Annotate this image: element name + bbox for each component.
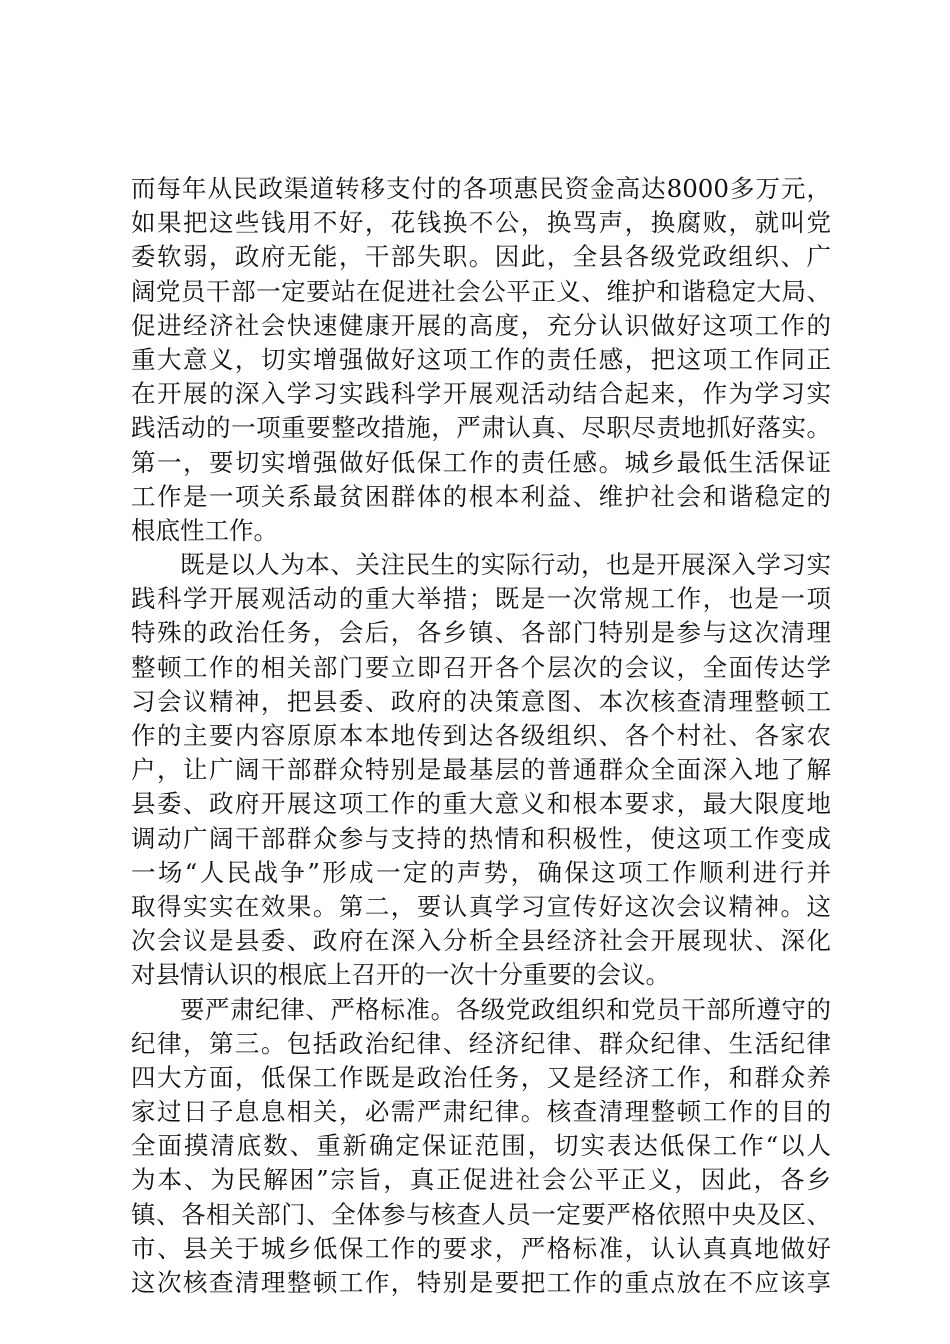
text-line: 为本、为民解困”宗旨，真正促进社会公平正义，因此，各乡 [131, 1165, 831, 1195]
text-line: 全面摸清底数、重新确定保证范围，切实表达低保工作“以人 [131, 1131, 831, 1161]
text-line: 这次核查清理整顿工作，特别是要把工作的重点放在不应该享 [131, 1268, 831, 1297]
text-line: 镇、各相关部门、全体参与核查人员一定要严格依照中央及区、 [131, 1199, 831, 1229]
paragraph-start-line: 既是以人为本、关注民生的实际行动，也是开展深入学习实 [180, 550, 831, 580]
text-line: 市、县关于城乡低保工作的要求，严格标准，认认真真地做好 [131, 1233, 831, 1263]
text-line: 而每年从民政渠道转移支付的各项惠民资金高达8000多万元， [131, 174, 831, 203]
text-line: 委软弱，政府无能，干部失职。因此，全县各级党政组织、广 [131, 242, 831, 272]
text-line: 重大意义，切实增强做好这项工作的责任感，把这项工作同正 [131, 344, 831, 374]
paragraph-start-line: 要严肃纪律、严格标准。各级党政组织和党员干部所遵守的 [180, 994, 831, 1024]
text-line: 践活动的一项重要整改措施，严肃认真、尽职尽责地抓好落实。 [131, 413, 831, 443]
text-line: 四大方面，低保工作既是政治任务，又是经济工作，和群众养 [131, 1062, 831, 1092]
text-line: 取得实实在效果。第二，要认真学习宣传好这次会议精神。这 [131, 891, 831, 921]
text-line: 家过日子息息相关，必需严肃纪律。核查清理整顿工作的目的 [131, 1097, 831, 1127]
body-text [131, 172, 831, 1300]
text-line: 阔党员干部一定要站在促进社会公平正义、维护和谐稳定大局、 [131, 276, 831, 306]
text-line: 在开展的深入学习实践科学开展观活动结合起来，作为学习实 [131, 379, 831, 409]
text-line: 如果把这些钱用不好，花钱换不公，换骂声，换腐败，就叫党 [131, 208, 831, 238]
paragraph-end-line: 对县情认识的根底上召开的一次十分重要的会议。 [131, 960, 670, 990]
text-line: 工作是一项关系最贫困群体的根本利益、维护社会和谐稳定的 [131, 481, 831, 511]
text-line: 次会议是县委、政府在深入分析全县经济社会开展现状、深化 [131, 926, 831, 956]
paragraph-end-line: 根底性工作。 [131, 515, 278, 545]
text-line: 促进经济社会快速健康开展的高度，充分认识做好这项工作的 [131, 310, 831, 340]
text-line: 作的主要内容原原本本地传到达各级组织、各个村社、各家农 [131, 721, 831, 750]
text-line: 践科学开展观活动的重大举措；既是一次常规工作，也是一项 [131, 584, 831, 614]
text-line: 户，让广阔干部群众特别是最基层的普通群众全面深入地了解 [131, 755, 831, 785]
text-line: 纪律，第三。包括政治纪律、经济纪律、群众纪律、生活纪律 [131, 1028, 831, 1058]
text-line: 调动广阔干部群众参与支持的热情和积极性，使这项工作变成 [131, 823, 831, 853]
text-line: 一场“人民战争”形成一定的声势，确保这项工作顺利进行并 [131, 857, 831, 887]
text-line: 第一，要切实增强做好低保工作的责任感。城乡最低生活保证 [131, 447, 831, 477]
text-line: 整顿工作的相关部门要立即召开各个层次的会议，全面传达学 [131, 652, 831, 682]
text-line: 特殊的政治任务，会后，各乡镇、各部门特别是参与这次清理 [131, 618, 831, 648]
text-line: 县委、政府开展这项工作的重大意义和根本要求，最大限度地 [131, 789, 831, 819]
text-line: 习会议精神，把县委、政府的决策意图、本次核查清理整顿工 [131, 686, 831, 716]
